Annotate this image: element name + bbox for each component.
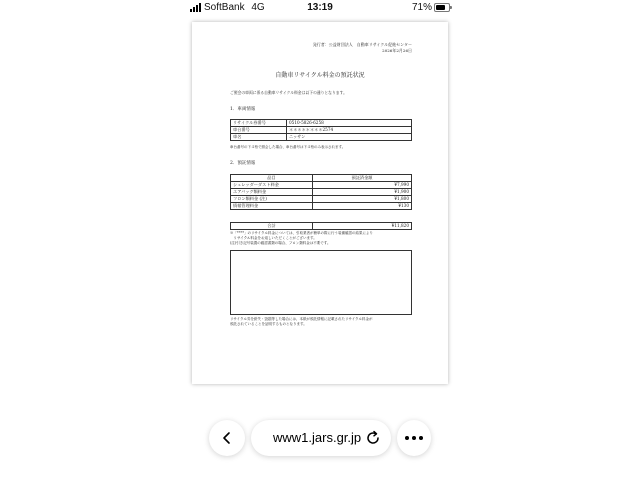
vehicle-value: 0510-5826-6258 xyxy=(287,120,412,127)
more-icon xyxy=(405,436,409,440)
table-row xyxy=(231,189,412,196)
total-notes xyxy=(230,231,373,246)
fee-amount: ¥1,900 xyxy=(313,189,412,196)
note-line: 預託されていることを証明するものとなります。 xyxy=(230,322,307,326)
note-line: ※「****」のリサイクル料金については、引取業者が簡単の際に行う装備確認の結果により xyxy=(230,231,373,235)
fee-item: フロン類料金 (注) xyxy=(231,196,313,203)
remarks-box xyxy=(230,250,412,315)
fee-item: エアバッグ類料金 xyxy=(231,189,313,196)
more-icon-dot xyxy=(419,436,423,440)
vehicle-value: ＊＊＊＊＊＊＊＊2574 xyxy=(287,127,412,134)
issue-date: 2026年2月26日 xyxy=(382,48,412,53)
fee-item: 情報管理料金 xyxy=(231,203,313,210)
reload-icon[interactable] xyxy=(365,430,381,446)
battery-percent: 71% xyxy=(412,2,433,13)
column-header: 品目 xyxy=(231,175,313,182)
note-line: リサイクル券を紛失・毀損等した場合には、本紙が預託情報に記載されたリサイクル料金が xyxy=(230,317,373,321)
fee-amount: ¥7,990 xyxy=(313,182,412,189)
chevron-left-icon xyxy=(220,431,234,445)
table-row xyxy=(231,182,412,189)
section-deposit-heading: 2．預託情報 xyxy=(230,161,256,166)
more-icon-dot xyxy=(412,436,416,440)
note-line: (注)引き記号装置の確認書類の場合、フロン類料金は不要です。 xyxy=(230,241,331,245)
note-line: リサイクル料金をお返しいただくことがございます。 xyxy=(230,236,317,240)
more-button[interactable] xyxy=(397,420,431,456)
table-row xyxy=(231,203,412,210)
vehicle-value: ニッサン xyxy=(287,134,412,141)
table-row xyxy=(231,127,412,134)
fee-item: シュレッダーダスト料金 xyxy=(231,182,313,189)
issuer-name: 発行者：公益財団法人 自動車リサイクル促進センター xyxy=(312,42,412,47)
column-header: 預託済金額 xyxy=(313,175,412,182)
document-page xyxy=(192,22,448,384)
fee-table xyxy=(230,174,412,210)
footer-notes xyxy=(230,317,373,327)
address-bar[interactable] xyxy=(251,420,391,456)
section-vehicle-heading: 1．車両情報 xyxy=(230,107,256,112)
table-row xyxy=(231,120,412,127)
vehicle-label: リサイクル券番号 xyxy=(231,120,287,127)
total-table xyxy=(230,222,412,230)
total-label: 合計 xyxy=(231,223,313,230)
vehicle-note: 車台番号の下４桁で照会した場合、車台番号は下４桁のみ表示されます。 xyxy=(230,145,346,149)
carrier-name: SoftBank xyxy=(204,2,245,13)
battery-fill xyxy=(436,5,445,10)
url-text[interactable]: www1.jars.gr.jp xyxy=(273,430,362,445)
back-button[interactable] xyxy=(209,420,245,456)
table-row xyxy=(231,134,412,141)
fee-amount: ¥1,800 xyxy=(313,196,412,203)
battery-icon xyxy=(434,3,450,12)
table-row xyxy=(231,223,412,230)
vehicle-label: 車名 xyxy=(231,134,287,141)
vehicle-table xyxy=(230,119,412,141)
network-type: 4G xyxy=(251,2,265,13)
intro-text: ご照会の車両に係る自動車リサイクル料金は以下の通りとなります。 xyxy=(230,90,347,95)
vehicle-label: 車台番号 xyxy=(231,127,287,134)
status-bar xyxy=(0,0,640,16)
fee-amount: ¥130 xyxy=(313,203,412,210)
status-time: 13:19 xyxy=(307,2,333,13)
total-amount: ¥11,820 xyxy=(313,223,412,230)
issuer-block xyxy=(313,42,412,54)
table-row xyxy=(231,196,412,203)
document-title: 自動車リサイクル料金の預託状況 xyxy=(275,72,365,79)
table-header-row xyxy=(231,175,412,182)
